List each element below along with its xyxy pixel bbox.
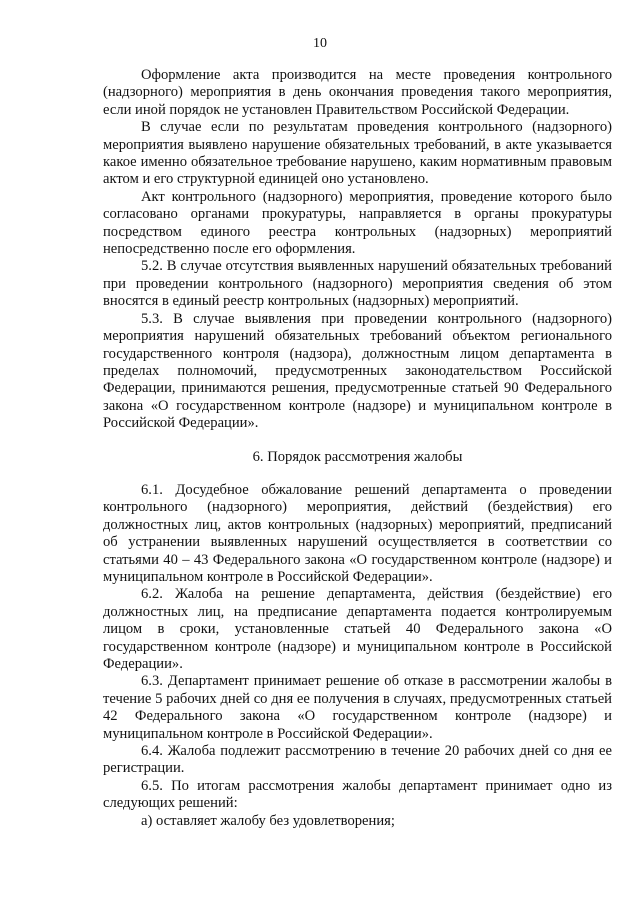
- paragraph: В случае если по результатам проведения контрольного (надзорного) мероприятия выявлено нарушение обязательных требований, в акте указывается какое именно обязательное требование нарушено, каким нормативным правовым актом и его структурной единицей оно установлено.: [103, 119, 612, 188]
- paragraph: Оформление акта производится на месте проведения контрольного (надзорного) мероприятия в день окончания проведения такого мероприятия, если иной порядок не установлен Правительством Российской Федерации.: [103, 67, 612, 118]
- paragraph: 5.3. В случае выявления при проведении контрольного (надзорного) мероприятия нарушений обязательных требований объектом регионального государственного контроля (надзора), должностным лицом департамента в пределах полномочий, предусмотренных законодательством Российской Федерации, принимаются решения, предусмотренные статьей 90 Федерального закона «О государственном контроле (надзоре) и муниципальном контроле в Российской Федерации».: [103, 310, 612, 432]
- paragraph: 6.2. Жалоба на решение департамента, действия (бездействие) его должностных лиц, на предписание департамента подается контролируемым лицом в сроки, установленные статьей 40 Федерального закона «О государственном контроле (надзоре) и муниципальном контроле в Российской Федерации».: [103, 586, 612, 672]
- paragraph: 6.1. Досудебное обжалование решений департамента о проведении контрольного (надзорного) мероприятия, действий (бездействия) его должностных лиц, актов контрольных (надзорных) мероприятий, предписаний об устранении выявленных нарушений осуществляется в соответствии со статьями 40 – 43 Федерального закона «О государственном контроле (надзоре) и муниципальном контроле в Российской Федерации».: [103, 481, 612, 585]
- section-heading: 6. Порядок рассмотрения жалобы: [252, 448, 463, 465]
- page-number: 10: [313, 36, 327, 51]
- list-item: а) оставляет жалобу без удовлетворения;: [141, 812, 395, 829]
- paragraph: 6.5. По итогам рассмотрения жалобы департамент принимает одно из следующих решений:: [103, 777, 612, 812]
- paragraph: 6.4. Жалоба подлежит рассмотрению в течение 20 рабочих дней со дня ее регистрации.: [103, 743, 612, 777]
- document-body: [103, 67, 612, 830]
- paragraph: 5.2. В случае отсутствия выявленных нарушений обязательных требований при проведении контрольного (надзорного) мероприятия сведения об этом вносятся в единый реестр контрольных (надзорных) мероприятий.: [103, 258, 612, 310]
- paragraph: Акт контрольного (надзорного) мероприятия, проведение которого было согласовано органами прокуратуры, направляется в органы прокуратуры посредством единого реестра контрольных (надзорных) мероприятий непосредственно после его оформления.: [103, 188, 612, 258]
- paragraph: 6.3. Департамент принимает решение об отказе в рассмотрении жалобы в течение 5 рабочих дней со дня ее получения в случаях, предусмотренных статьей 42 Федерального закона «О государственном контроле (надзоре) и муниципальном контроле в Российской Федерации».: [103, 673, 612, 742]
